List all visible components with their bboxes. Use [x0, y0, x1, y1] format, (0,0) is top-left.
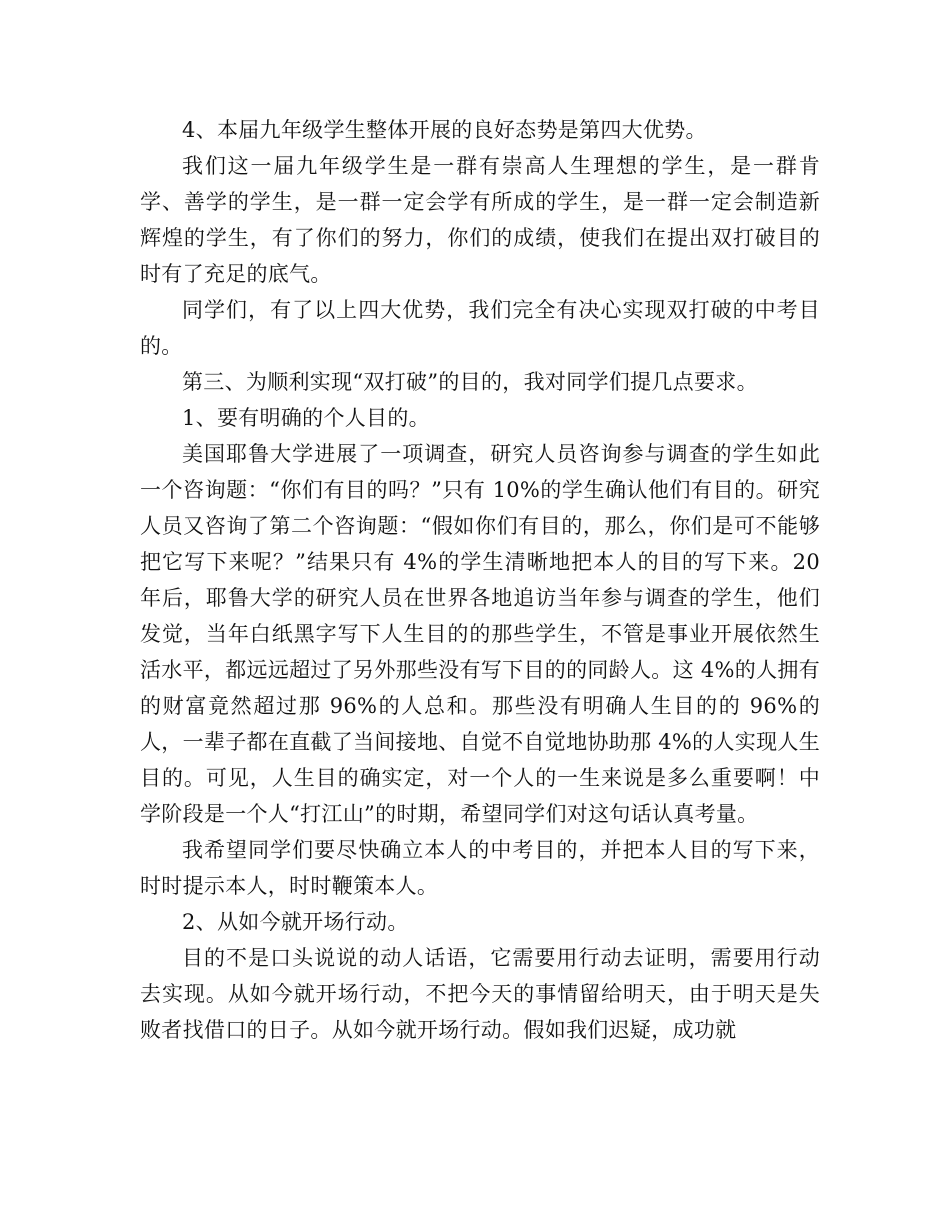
paragraph-6: 美国耶鲁大学进展了一项调查，研究人员咨询参与调查的学生如此一个咨询题：“你们有目的吗？”只有 10%的学生确认他们有目的。研究人员又咨询了第二个咨询题：“假如你们有目的，那么，你们是可不能够把它写下来呢？”结果只有 4%的学生清晰地把本人的目的写下来。20 年后，耶鲁大学的研究人员在世界各地追访当年参与调查的学生，他们发觉，当年白纸黑字写下人生目的的那些学生，不管是事业开展依然生活水平，都远远超过了另外那些没有写下目的的同龄人。这 4%的人拥有的财富竟然超过那 96%的人总和。那些没有明确人生目的的 96%的人，一辈子都在直截了当间接地、自觉不自觉地协助那 4%的人实现人生目的。可见，人生目的确实定，对一个人的一生来说是多么重要啊！中学阶段是一个人“打江山”的时期，希望同学们对这句话认真考量。 — [140, 442, 820, 826]
document-body — [140, 112, 820, 1048]
paragraph-4-section-heading: 第三、为顺利实现“双打破”的目的，我对同学们提几点要求。 — [182, 370, 758, 394]
paragraph-8-item-heading: 2、从如今就开场行动。 — [182, 910, 409, 934]
paragraph-1: 4、本届九年级学生整体开展的良好态势是第四大优势。 — [182, 118, 707, 142]
paragraph-7: 我希望同学们要尽快确立本人的中考目的，并把本人目的写下来，时时提示本人，时时鞭策本人。 — [140, 838, 820, 898]
paragraph-9: 目的不是口头说说的动人话语，它需要用行动去证明，需要用行动去实现。从如今就开场行动，不把今天的事情留给明天，由于明天是失败者找借口的日子。从如今就开场行动。假如我们迟疑，成功就 — [140, 946, 820, 1042]
paragraph-3: 同学们，有了以上四大优势，我们完全有决心实现双打破的中考目的。 — [140, 298, 820, 358]
paragraph-2: 我们这一届九年级学生是一群有崇高人生理想的学生，是一群肯学、善学的学生，是一群一定会学有所成的学生，是一群一定会制造新辉煌的学生，有了你们的努力，你们的成绩，使我们在提出双打破目的时有了充足的底气。 — [140, 154, 820, 286]
paragraph-5-item-heading: 1、要有明确的个人目的。 — [182, 406, 430, 430]
